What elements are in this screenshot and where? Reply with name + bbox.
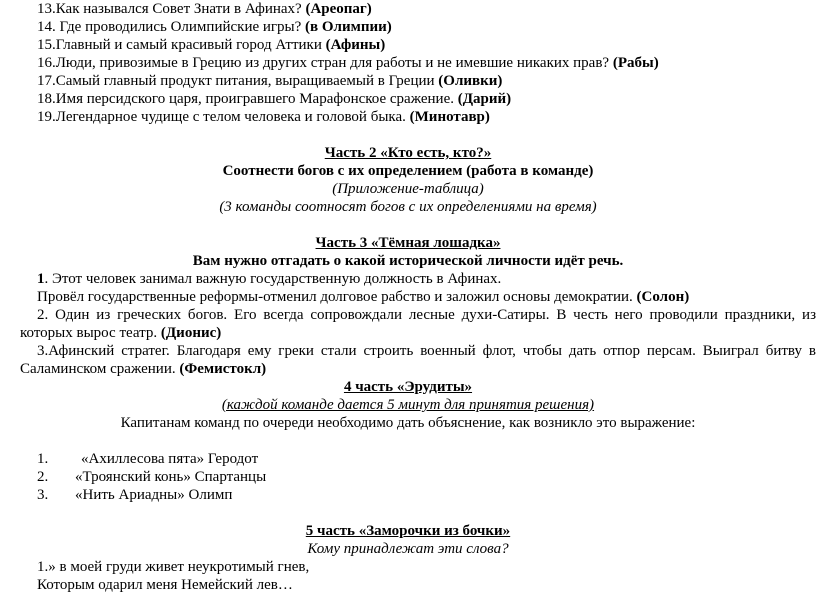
question-18: 18.Имя персидского царя, проигравшего Марафонское сражение. (Дарий) — [37, 91, 512, 107]
list-item: 1. «Ахиллесова пята» Геродот — [37, 451, 259, 467]
answer-18: (Дарий) — [457, 91, 512, 107]
part3-person3-line2: Саламинском сражении. (Фемистокл) — [20, 361, 267, 377]
question-16: 16.Люди, привозимые в Грецию из других стран для работы и не имевшие никаких прав? (Рабы) — [37, 55, 659, 71]
part4-note: (каждой команде дается 5 минут для принятия решения) — [221, 397, 595, 413]
part3-person2-line1: 2. Один из греческих богов. Его всегда сопровождали лесные духи-Сатиры. В честь него проводили праздники, из — [37, 307, 816, 323]
part3-person1-answer: (Солон) — [636, 289, 690, 305]
part3-person3-line1: 3.Афинский стратег. Благодаря ему греки стали строить военный флот, чтобы дать отпор персам. Выиграл битву в — [37, 343, 816, 359]
answer-15: (Афины) — [325, 37, 386, 53]
part2-title: Часть 2 «Кто есть, кто?» — [324, 145, 492, 161]
question-13: 13.Как назывался Совет Знати в Афинах? (Ареопаг) — [37, 1, 372, 17]
part3-person1-line2: Провёл государственные реформы-отменил долговое рабство и заложил основы демократии. (Солон) — [37, 289, 690, 305]
part5-title: 5 часть «Заморочки из бочки» — [305, 523, 511, 539]
question-17: 17.Самый главный продукт питания, выращиваемый в Греции (Оливки) — [37, 73, 503, 89]
list-item: 2. «Троянский конь» Спартанцы — [37, 469, 267, 485]
part3-person3-answer: (Фемистокл) — [179, 361, 267, 377]
part3-title: Часть 3 «Тёмная лошадка» — [315, 235, 501, 251]
part3-person1-number: 1 — [37, 271, 45, 287]
answer-17: (Оливки) — [438, 73, 503, 89]
part5-quote-line1: 1.» в моей груди живет неукротимый гнев, — [37, 559, 310, 575]
part3-person2-line2: которых вырос театр. (Дионис) — [20, 325, 222, 341]
part5-quote-line2: Которым одарил меня Немейский лев… — [37, 577, 293, 593]
part2-note-teams: (3 команды соотносят богов с их определениями на время) — [219, 199, 597, 215]
question-15: 15.Главный и самый красивый город Аттики (Афины) — [37, 37, 386, 53]
part4-instruction: Капитанам команд по очереди необходимо дать объяснение, как возникло это выражение: — [120, 415, 696, 431]
answer-14: (в Олимпии) — [305, 19, 392, 35]
part3-person1-line1: 1. Этот человек занимал важную государственную должность в Афинах. — [37, 271, 502, 287]
part3-subtitle: Вам нужно отгадать о какой исторической личности идёт речь. — [192, 253, 624, 269]
answer-13: (Ареопаг) — [305, 1, 372, 17]
question-14: 14. Где проводились Олимпийские игры? (в Олимпии) — [37, 19, 392, 35]
question-19: 19.Легендарное чудище с телом человека и головой быка. (Минотавр) — [37, 109, 490, 125]
answer-19: (Минотавр) — [409, 109, 490, 125]
list-item: 3. «Нить Ариадны» Олимп — [37, 487, 233, 503]
part2-note-appendix: (Приложение-таблица) — [332, 181, 484, 197]
part4-title: 4 часть «Эрудиты» — [343, 379, 473, 395]
part5-subtitle: Кому принадлежат эти слова? — [307, 541, 509, 557]
answer-16: (Рабы) — [612, 55, 659, 71]
part3-person2-answer: (Дионис) — [160, 325, 222, 341]
part2-subtitle: Соотнести богов с их определением (работа в команде) — [222, 163, 594, 179]
